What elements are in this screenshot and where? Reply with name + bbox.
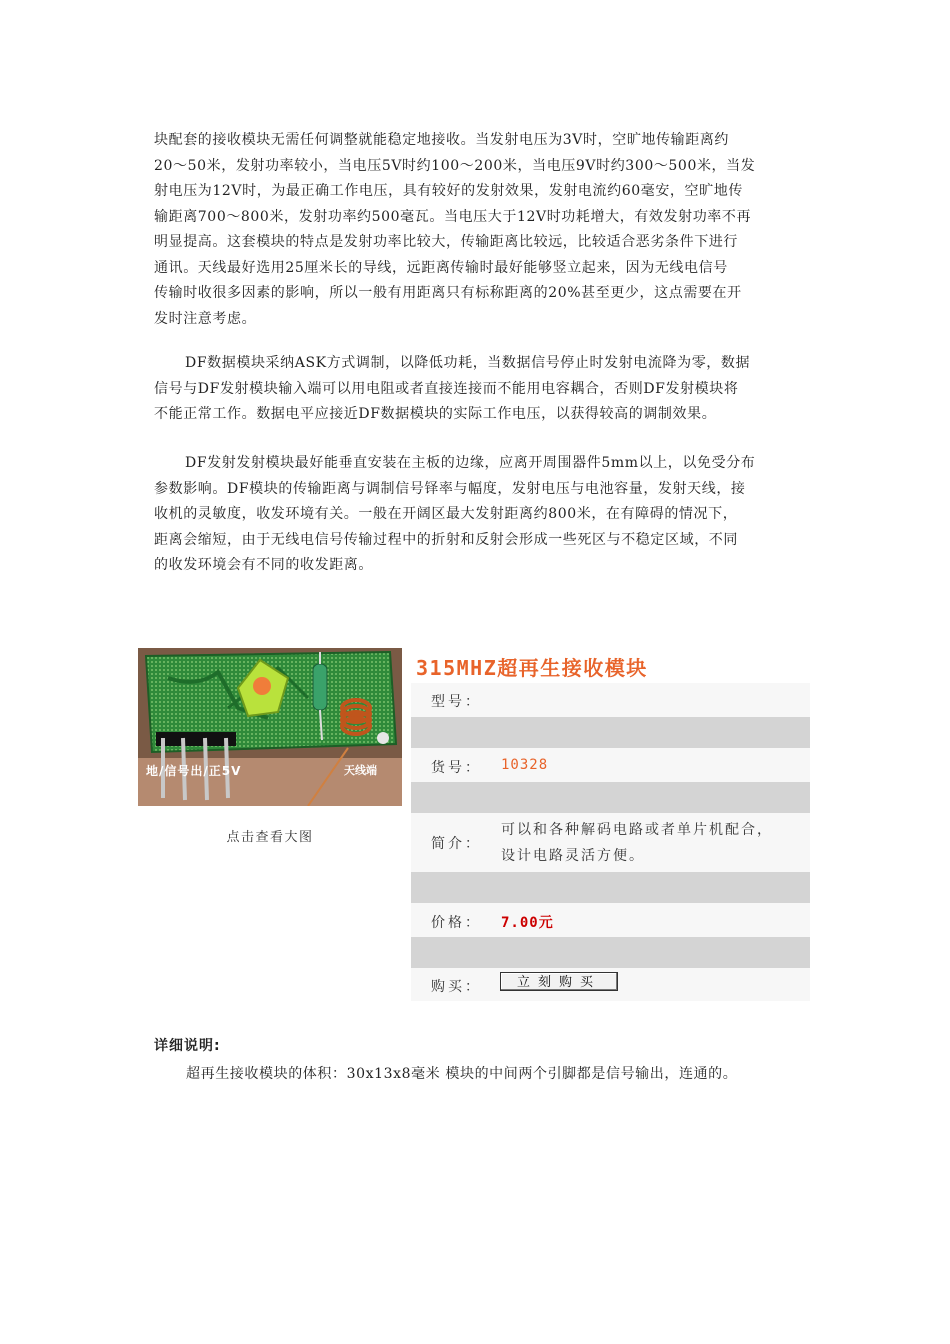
text-line: 传输时收很多因素的影响，所以一般有用距离只有标称距离的20%甚至更少，这点需要在开: [154, 285, 742, 301]
intro-line: 可以和各种解码电路或者单片机配合，: [501, 822, 773, 838]
price-row: [411, 903, 810, 937]
price-label: 价格：: [431, 915, 482, 931]
antenna-label: 天线端: [344, 764, 377, 777]
model-label: 型号：: [431, 694, 482, 710]
text-line: 信号与DF发射模块输入端可以用电阻或者直接连接而不能用电容耦合，否则DF发射模块将: [154, 380, 739, 397]
view-larger-link[interactable]: 点击查看大图: [226, 830, 314, 845]
text-line: 参数影响。DF模块的传输距离与调制信号铎率与幅度，发射电压与电池容量，发射天线，接: [154, 480, 746, 497]
buy-now-button[interactable]: 立刻购买: [500, 972, 618, 991]
text-line: 输距离700～800米，发射功率约500毫瓦。当电压大于12V时功耗增大，有效发射功率不再: [154, 208, 752, 225]
row-divider: [411, 937, 810, 968]
paragraph-3: [154, 451, 794, 579]
intro-value: [501, 817, 773, 869]
buy-label: 购买：: [431, 979, 482, 995]
row-divider: [411, 717, 810, 748]
details-heading: 详细说明:: [154, 1038, 221, 1054]
buy-row: [411, 968, 810, 1001]
details-text: 超再生接收模块的体积：30x13x8毫米 模块的中间两个引脚都是信号输出，连通的。: [186, 1066, 738, 1082]
row-divider: [411, 872, 810, 903]
row-divider: [411, 782, 810, 813]
text-line: 块配套的接收模块无需任何调整就能稳定地接收。当发射电压为3V时，空旷地传输距离约: [154, 132, 730, 148]
text-line: 不能正常工作。数据电平应接近DF数据模块的实际工作电压，以获得较高的调制效果。: [154, 406, 717, 422]
item-no-label: 货号：: [431, 760, 482, 776]
text-line: 的收发环境会有不同的收发距离。: [154, 557, 373, 573]
product-title: 315MHZ超再生接收模块: [416, 656, 648, 680]
text-line: 明显提高。这套模块的特点是发射功率比较大，传输距离比较远，比较适合恶劣条件下进行: [154, 234, 738, 250]
model-row: [411, 683, 810, 717]
product-info-table: [411, 683, 810, 1001]
text-line: 收机的灵敏度，收发环境有关。一般在开阔区最大发射距离约800米，在有障碍的情况下，: [154, 506, 738, 522]
item-no-value: 10328: [501, 757, 549, 773]
item-no-row: [411, 748, 810, 782]
text-line: 通讯。天线最好选用25厘米长的导线，远距离传输时最好能够竖立起来，因为无线电信号: [154, 259, 728, 276]
text-line: 20～50米，发射功率较小，当电压5V时约100～200米，当电压9V时约300～500米，当发: [154, 157, 756, 174]
text-line: DF数据模块采纳ASK方式调制，以降低功耗，当数据信号停止时发射电流降为零，数据: [185, 355, 751, 371]
text-line: 距离会缩短，由于无线电信号传输过程中的折射和反射会形成一些死区与不稳定区域，不同: [154, 531, 738, 548]
intro-row: [411, 813, 810, 872]
intro-label: 简介：: [431, 836, 482, 852]
product-photo[interactable]: [138, 648, 402, 806]
paragraph-2: [154, 351, 794, 428]
price-value: 7.00元: [501, 915, 554, 931]
text-line: 发时注意考虑。: [154, 310, 257, 327]
pin-label: 地/信号出/正5V: [146, 764, 242, 778]
text-line: DF发射发射模块最好能垂直安装在主板的边缘，应离开周围器件5mm以上，以免受分布: [185, 455, 756, 471]
text-line: 射电压为12V时，为最正确工作电压，具有较好的发射效果，发射电流约60毫安，空旷地传: [154, 183, 743, 199]
intro-line: 设计电路灵活方便。: [501, 848, 645, 864]
paragraph-1: [154, 128, 794, 332]
module-illustration: [138, 648, 402, 806]
